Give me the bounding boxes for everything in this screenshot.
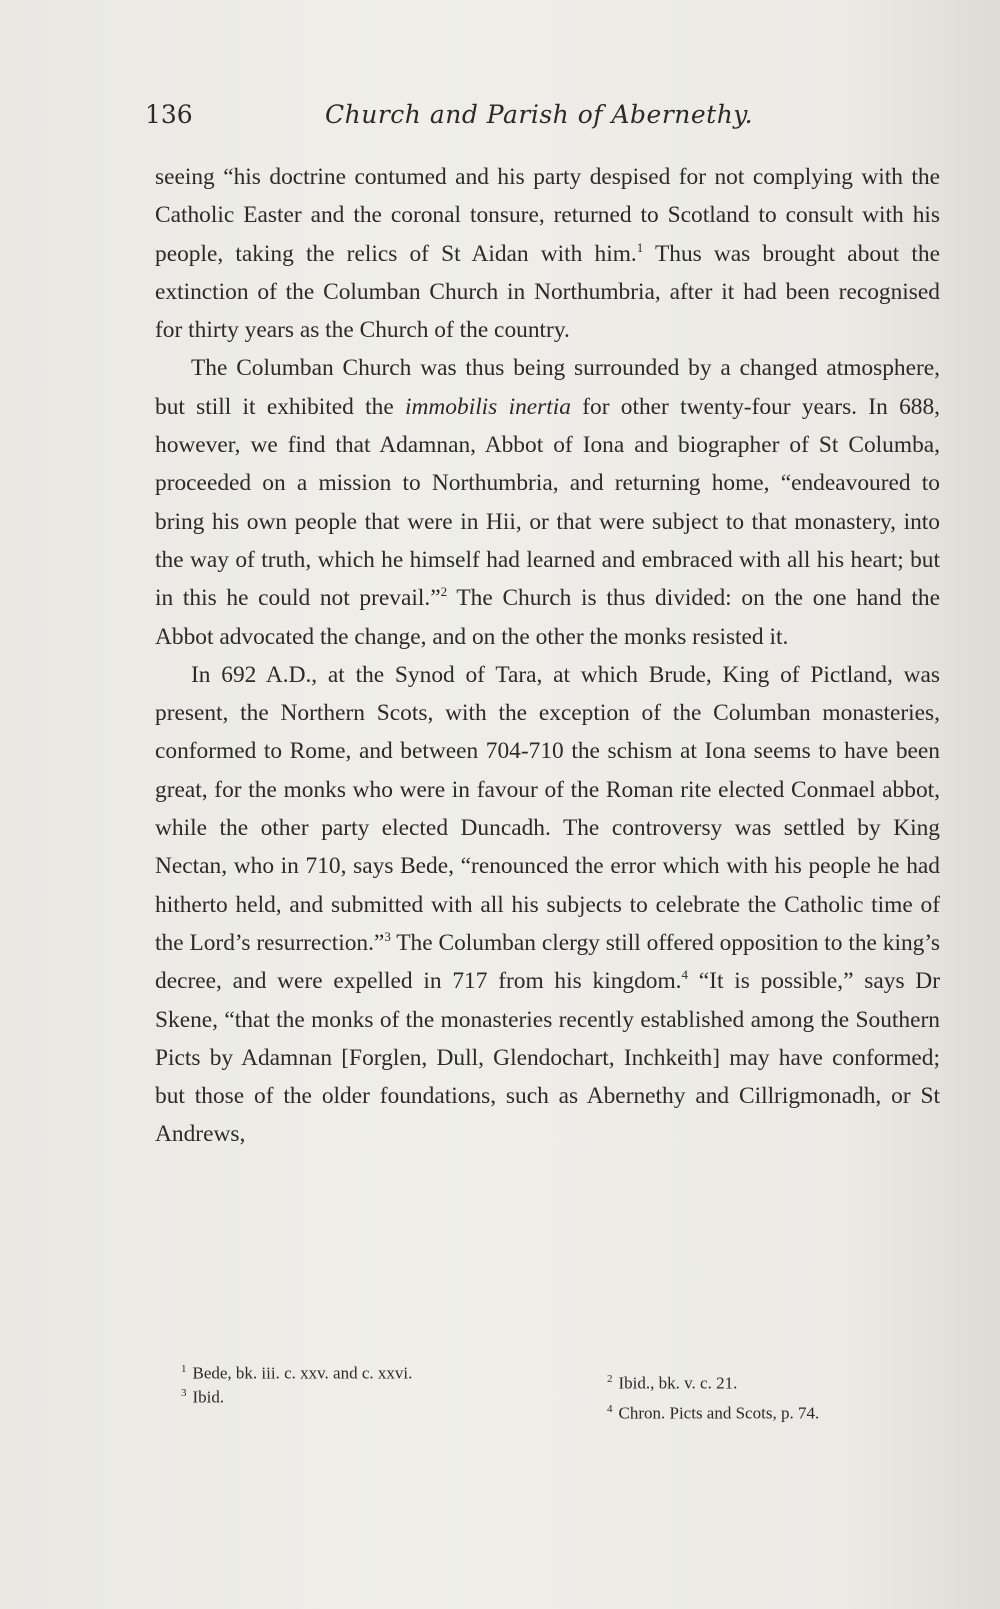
footnote-ref-3: 3 [384,929,391,945]
running-title: Church and Parish of Abernethy. [325,100,754,129]
footnote-text: Chron. Picts and Scots, p. 74. [618,1403,820,1423]
paragraph-1-text-cont: Thus was brought about the extinction of the Columban Church in Northumbria, after it had been recognised for thirty years as the Church of the country. [155,240,940,344]
paragraph-2-text-mid: for other twenty-four years. In 688, however, we find that Adamnan, Abbot of Iona and biographer of St Columba, proceeded on a mission to Northumbria, and returning home, “endeavoured to bring his own people that were in Hii, or that were subject to that monastery, into the way of truth, which he himself had learned and embraced with all his heart; but in this he could not prevail.” [155,393,941,612]
footnotes [175,1363,935,1443]
running-head [145,100,785,140]
paragraph-1 [155,158,940,349]
paragraph-3-text: In 692 A.D., at the Synod of Tara, at which Brude, King of Pictland, was present, the Northern Scots, with the exception of the Columban monasteries, conformed to Rome, and between 704-710 the schism at Iona seems to have been great, for the monks who were in favour of the Roman rite elected Conmael abbot, while the other party elected Duncadh. The controversy was settled by King Nectan, who in 710, says Bede, “renounced the error which with his people he had hitherto held, and submitted with all his subjects to celebrate the Catholic time of the Lord’s resurrection.” [155,661,940,956]
paragraph-2-text-cont: The Church is thus divided: on the one hand the Abbot advocated the change, and on the other the monks resisted it. [155,585,940,650]
footnote-text: Ibid., bk. v. c. 21. [618,1373,738,1393]
paragraph-2 [155,349,940,655]
page-number: 136 [145,100,193,129]
footnote-1 [181,1363,412,1384]
footnote-2 [607,1373,737,1394]
footnote-4 [607,1403,819,1424]
footnote-text: Ibid. [192,1387,225,1407]
paragraph-3 [155,656,940,1154]
footnote-mark: 3 [181,1387,187,1399]
footnote-ref-4: 4 [681,967,689,983]
paragraph-1-text: seeing “his doctrine contumed and his party despised for not complying with the Catholic Easter and the coronal tonsure, returned to Scotland to consult with his people, taking the relics of St Aidan with him. [155,164,940,267]
footnote-mark: 1 [181,1363,187,1375]
latin-phrase: immobilis inertia [405,393,571,420]
paragraph-3-text-mid: The Columban clergy still offered opposition to the king’s decree, and were expelled in 717 from his kingdom. [155,929,940,995]
body-text [155,158,940,1154]
paragraph-2-text: The Columban Church was thus being surrounded by a changed atmosphere, but still it exhibited the [155,355,940,420]
footnote-mark: 2 [607,1373,613,1385]
footnote-ref-1: 1 [636,239,644,255]
paragraph-3-text-cont: “It is possible,” says Dr Skene, “that the monks of the monasteries recently established among the Southern Picts by Adamnan [Forglen, Dull, Glendochart, Inchkeith] may have conformed; but those of the older foundations, such as Abernethy and Cillrigmonadh, or St Andrews, [155,968,940,1148]
footnote-3 [181,1387,224,1408]
footnote-ref-2: 2 [440,584,448,600]
footnote-text: Bede, bk. iii. c. xxv. and c. xxvi. [192,1363,413,1383]
footnote-mark: 4 [607,1403,613,1415]
